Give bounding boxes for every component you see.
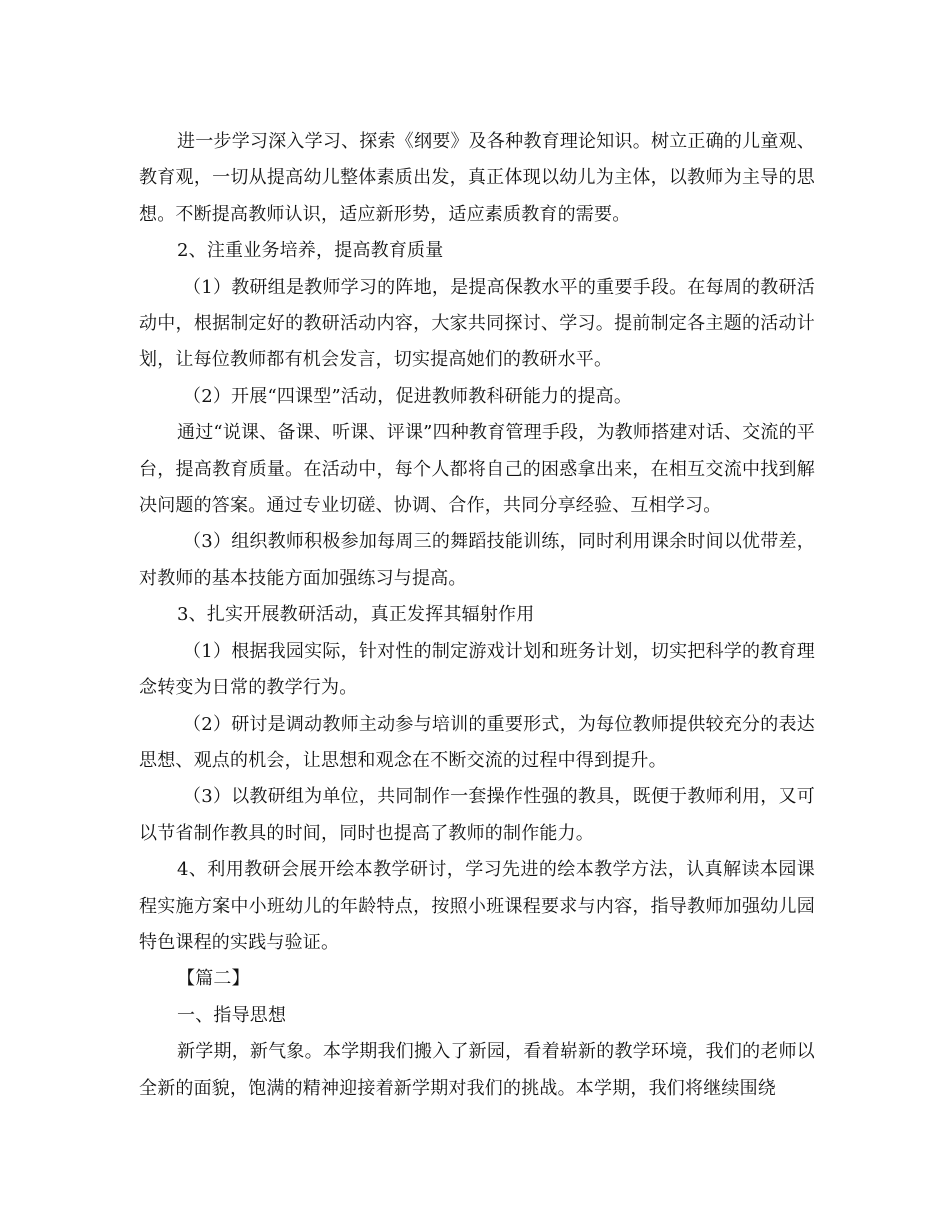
heading-part-two: 【篇二】 — [177, 968, 250, 990]
paragraph-study: 进一步学习深入学习、探索《纲要》及各种教育理论知识。树立正确的儿童观、教育观，一切从提高幼儿整体素质出发，真正体现以幼儿为主体，以教师为主导的思想。不断提高教师认识，适应新形势，适应素质教育的需要。 — [139, 131, 815, 225]
paragraph-3-3: （3）以教研组为单位，共同制作一套操作性强的教具，既便于教师利用，又可以节省制作教具的时间，同时也提高了教师的制作能力。 — [139, 786, 815, 844]
heading-section-2: 2、注重业务培养，提高教育质量 — [177, 240, 444, 262]
paragraph-section-4: 4、利用教研会展开绘本教学研讨，学习先进的绘本教学方法，认真解读本园课程实施方案中小班幼儿的年龄特点，按照小班课程要求与内容，指导教师加强幼儿园特色课程的实践与验证。 — [139, 859, 815, 953]
paragraph-four-lessons: 通过“说课、备课、听课、评课”四种教育管理手段，为教师搭建对话、交流的平台，提高教育质量。在活动中，每个人都将自己的困惑拿出来，在相互交流中找到解决问题的答案。通过专业切磋、协调、合作，共同分享经验、互相学习。 — [139, 422, 815, 517]
paragraph-3-2: （2）研讨是调动教师主动参与培训的重要形式，为每位教师提供较充分的表达思想、观点的机会，让思想和观念在不断交流的过程中得到提升。 — [139, 713, 815, 771]
paragraph-2-1: （1）教研组是教师学习的阵地，是提高保教水平的重要手段。在每周的教研活动中，根据制定好的教研活动内容，大家共同探讨、学习。提前制定各主题的活动计划，让每位教师都有机会发言，切实提高她们的教研水平。 — [139, 276, 815, 371]
paragraph-2-2: （2）开展“四课型”活动，促进教师教科研能力的提高。 — [183, 385, 633, 407]
paragraph-2-3: （3）组织教师积极参加每周三的舞蹈技能训练，同时利用课余时间以优带差，对教师的基本技能方面加强练习与提高。 — [139, 531, 815, 589]
paragraph-3-1: （1）根据我园实际，针对性的制定游戏计划和班务计划，切实把科学的教育理念转变为日常的教学行为。 — [139, 640, 815, 699]
heading-guiding-thought: 一、指导思想 — [177, 1004, 287, 1026]
paragraph-new-semester: 新学期，新气象。本学期我们搬入了新园，看着崭新的教学环境，我们的老师以全新的面貌，饱满的精神迎接着新学期对我们的挑战。本学期，我们将继续围绕 — [139, 1041, 815, 1099]
heading-section-3: 3、扎实开展教研活动，真正发挥其辐射作用 — [177, 604, 535, 626]
document-body — [139, 124, 815, 1107]
